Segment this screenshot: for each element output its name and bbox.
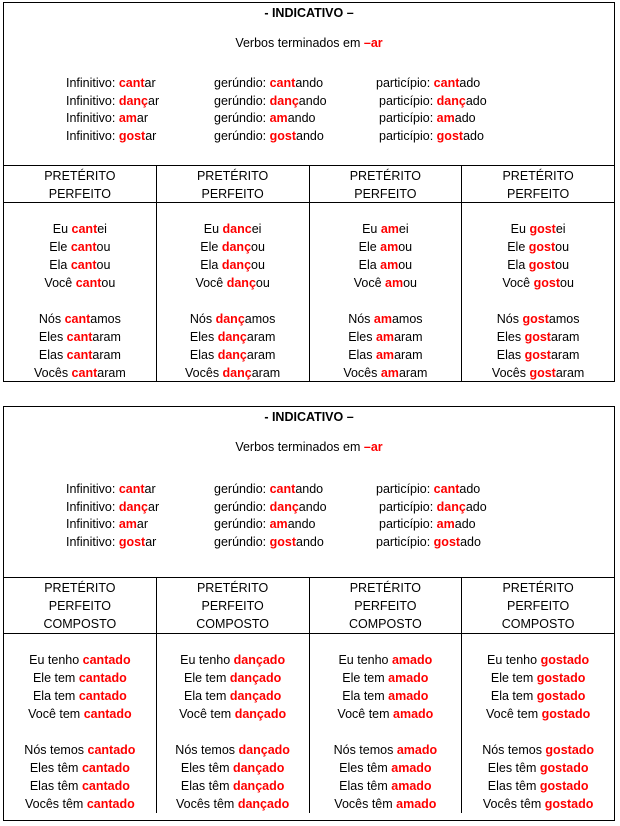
conjugated-form: Ela gostou <box>507 258 570 272</box>
conjugation-table-preterito-perfeito-composto <box>3 406 615 821</box>
conjugated-form: Nós gostamos <box>496 312 580 326</box>
conjugated-form: Eu amei <box>362 222 409 236</box>
infinitive-cell: Infinitivo: dançar <box>66 93 160 108</box>
participle-cell: particípio: amado <box>379 111 476 126</box>
conjugated-form: Eles têm amado <box>339 761 432 775</box>
conjugated-form: Eu gostei <box>510 222 566 236</box>
gerund-cell: gerúndio: amando <box>214 517 316 532</box>
participle-cell: particípio: amado <box>379 517 476 532</box>
column-header: PRETÉRITO PERFEITO <box>462 166 614 203</box>
conjugated-form: Vocês têm cantado <box>24 797 135 811</box>
column-header: PRETÉRITO PERFEITO <box>157 166 309 203</box>
column-header: PRETÉRITO PERFEITO COMPOSTO <box>462 578 614 634</box>
table-header <box>4 3 614 166</box>
gerund-cell: gerúndio: gostando <box>214 535 324 550</box>
column-header: PRETÉRITO PERFEITO <box>4 166 156 203</box>
conjugation-table-preterito-perfeito <box>3 2 615 382</box>
verb-column-gostar <box>462 578 614 813</box>
infinitive-cell: Infinitivo: gostar <box>66 129 157 144</box>
verb-column-amar <box>310 166 463 382</box>
verb-column-cantar <box>4 578 157 813</box>
conjugated-form: Nós temos cantado <box>24 743 136 757</box>
conjugated-form: Ele tem cantado <box>32 671 127 685</box>
conjugated-form: Ele cantou <box>49 240 111 254</box>
conjugated-form: Vocês gostaram <box>491 366 585 380</box>
form-list <box>4 634 156 813</box>
conjugated-form: Nós amamos <box>348 312 423 326</box>
conjugated-form: Ela dançou <box>200 258 265 272</box>
verb-column-dancar <box>157 166 310 382</box>
conjugated-form: Vocês têm dançado <box>175 797 290 811</box>
form-list <box>462 203 614 382</box>
conjugated-form: Ela tem dançado <box>183 689 282 703</box>
verb-column-amar <box>310 578 463 813</box>
conjugated-form: Você dançou <box>195 276 270 290</box>
subtitle-highlight: –ar <box>363 36 383 50</box>
conjugated-form: Você amou <box>353 276 417 290</box>
conjugated-form: Elas têm gostado <box>487 779 589 793</box>
participle-cell: particípio: dançado <box>379 93 487 108</box>
conjugated-form: Vocês cantaram <box>34 366 126 380</box>
conjugated-form: Ele gostou <box>507 240 570 254</box>
conjugated-form: Você tem dançado <box>179 707 287 721</box>
conjugated-form: Vocês dançaram <box>185 366 281 380</box>
conjugated-form: Eu tenho amado <box>338 653 433 667</box>
infinitive-cell: Infinitivo: gostar <box>66 535 157 550</box>
table-title: - INDICATIVO – <box>264 6 354 20</box>
gerund-cell: gerúndio: cantando <box>214 76 324 90</box>
subtitle-highlight: –ar <box>363 440 383 454</box>
conjugated-form: Ele tem gostado <box>490 671 586 685</box>
participle-cell: particípio: cantado <box>376 76 481 90</box>
infinitive-cell: Infinitivo: amar <box>66 111 149 126</box>
verb-column-cantar <box>4 166 157 382</box>
conjugated-form: Elas têm cantado <box>29 779 130 793</box>
conjugated-form: Nós temos amado <box>333 743 438 757</box>
conjugated-form: Eles cantaram <box>38 330 121 344</box>
gerund-cell: gerúndio: dançando <box>214 499 327 514</box>
conjugated-form: Ela tem amado <box>342 689 429 703</box>
conjugation-columns <box>4 578 614 813</box>
conjugated-form: Ela tem gostado <box>490 689 586 703</box>
conjugated-form: Ela amou <box>358 258 413 272</box>
subtitle-text: Verbos terminados em <box>235 36 364 50</box>
conjugated-form: Eles dançaram <box>189 330 276 344</box>
conjugated-form: Nós temos dançado <box>175 743 290 757</box>
infinitive-cell: Infinitivo: dançar <box>66 499 160 514</box>
conjugated-form: Eu tenho cantado <box>29 653 131 667</box>
conjugated-form: Você tem cantado <box>28 707 132 721</box>
conjugated-form: Eles gostaram <box>496 330 580 344</box>
conjugated-form: Nós temos gostado <box>482 743 595 757</box>
verb-column-dancar <box>157 578 310 813</box>
infinitive-cell: Infinitivo: amar <box>66 517 149 532</box>
conjugated-form: Eu dancei <box>203 222 262 236</box>
form-list <box>462 634 614 813</box>
subtitle-text: Verbos terminados em <box>235 440 364 454</box>
conjugated-form: Elas amaram <box>348 348 423 362</box>
conjugated-form: Eles amaram <box>348 330 423 344</box>
form-list <box>310 634 462 813</box>
conjugated-form: Eles têm cantado <box>29 761 130 775</box>
conjugated-form: Ela cantou <box>49 258 111 272</box>
gerund-cell: gerúndio: cantando <box>214 482 324 496</box>
conjugated-form: Você gostou <box>502 276 574 290</box>
verb-column-gostar <box>462 166 614 382</box>
gerund-cell: gerúndio: gostando <box>214 129 324 144</box>
table-subtitle <box>4 36 614 50</box>
participle-cell: particípio: dançado <box>379 499 487 514</box>
form-list <box>310 203 462 382</box>
conjugated-form: Ele dançou <box>200 240 265 254</box>
conjugated-form: Eu tenho dançado <box>180 653 286 667</box>
conjugated-form: Elas têm dançado <box>180 779 285 793</box>
table-title: - INDICATIVO – <box>264 410 354 424</box>
column-header: PRETÉRITO PERFEITO COMPOSTO <box>157 578 309 634</box>
conjugated-form: Eles têm dançado <box>180 761 285 775</box>
conjugated-form: Eles têm gostado <box>487 761 589 775</box>
infinitive-cell: Infinitivo: cantar <box>66 482 156 496</box>
conjugated-form: Ela tem cantado <box>32 689 127 703</box>
column-header: PRETÉRITO PERFEITO <box>310 166 462 203</box>
gerund-cell: gerúndio: amando <box>214 111 316 126</box>
conjugated-form: Ele tem amado <box>342 671 429 685</box>
conjugated-form: Ele tem dançado <box>183 671 282 685</box>
table-header <box>4 407 614 578</box>
table-subtitle <box>4 440 614 454</box>
form-list <box>157 634 309 813</box>
participle-cell: particípio: cantado <box>376 482 481 496</box>
conjugated-form: Ele amou <box>358 240 413 254</box>
conjugated-form: Nós cantamos <box>38 312 121 326</box>
conjugated-form: Você tem amado <box>337 707 434 721</box>
participle-cell: particípio: gostado <box>379 129 484 144</box>
conjugated-form: Elas têm amado <box>339 779 432 793</box>
form-list <box>4 203 156 382</box>
conjugated-form: Eu cantei <box>52 222 107 236</box>
form-list <box>157 203 309 382</box>
conjugated-form: Você tem gostado <box>486 707 591 721</box>
conjugated-form: Elas cantaram <box>38 348 121 362</box>
conjugation-columns <box>4 166 614 382</box>
conjugated-form: Vocês têm gostado <box>482 797 594 811</box>
conjugated-form: Eu tenho gostado <box>487 653 590 667</box>
gerund-cell: gerúndio: dançando <box>214 93 327 108</box>
participle-cell: particípio: gostado <box>376 535 481 550</box>
infinitive-cell: Infinitivo: cantar <box>66 76 156 90</box>
conjugated-form: Elas gostaram <box>496 348 580 362</box>
column-header: PRETÉRITO PERFEITO COMPOSTO <box>4 578 156 634</box>
conjugated-form: Nós dançamos <box>189 312 276 326</box>
conjugated-form: Vocês têm amado <box>334 797 437 811</box>
conjugated-form: Vocês amaram <box>343 366 428 380</box>
conjugated-form: Você cantou <box>44 276 116 290</box>
column-header: PRETÉRITO PERFEITO COMPOSTO <box>310 578 462 634</box>
conjugated-form: Elas dançaram <box>189 348 276 362</box>
